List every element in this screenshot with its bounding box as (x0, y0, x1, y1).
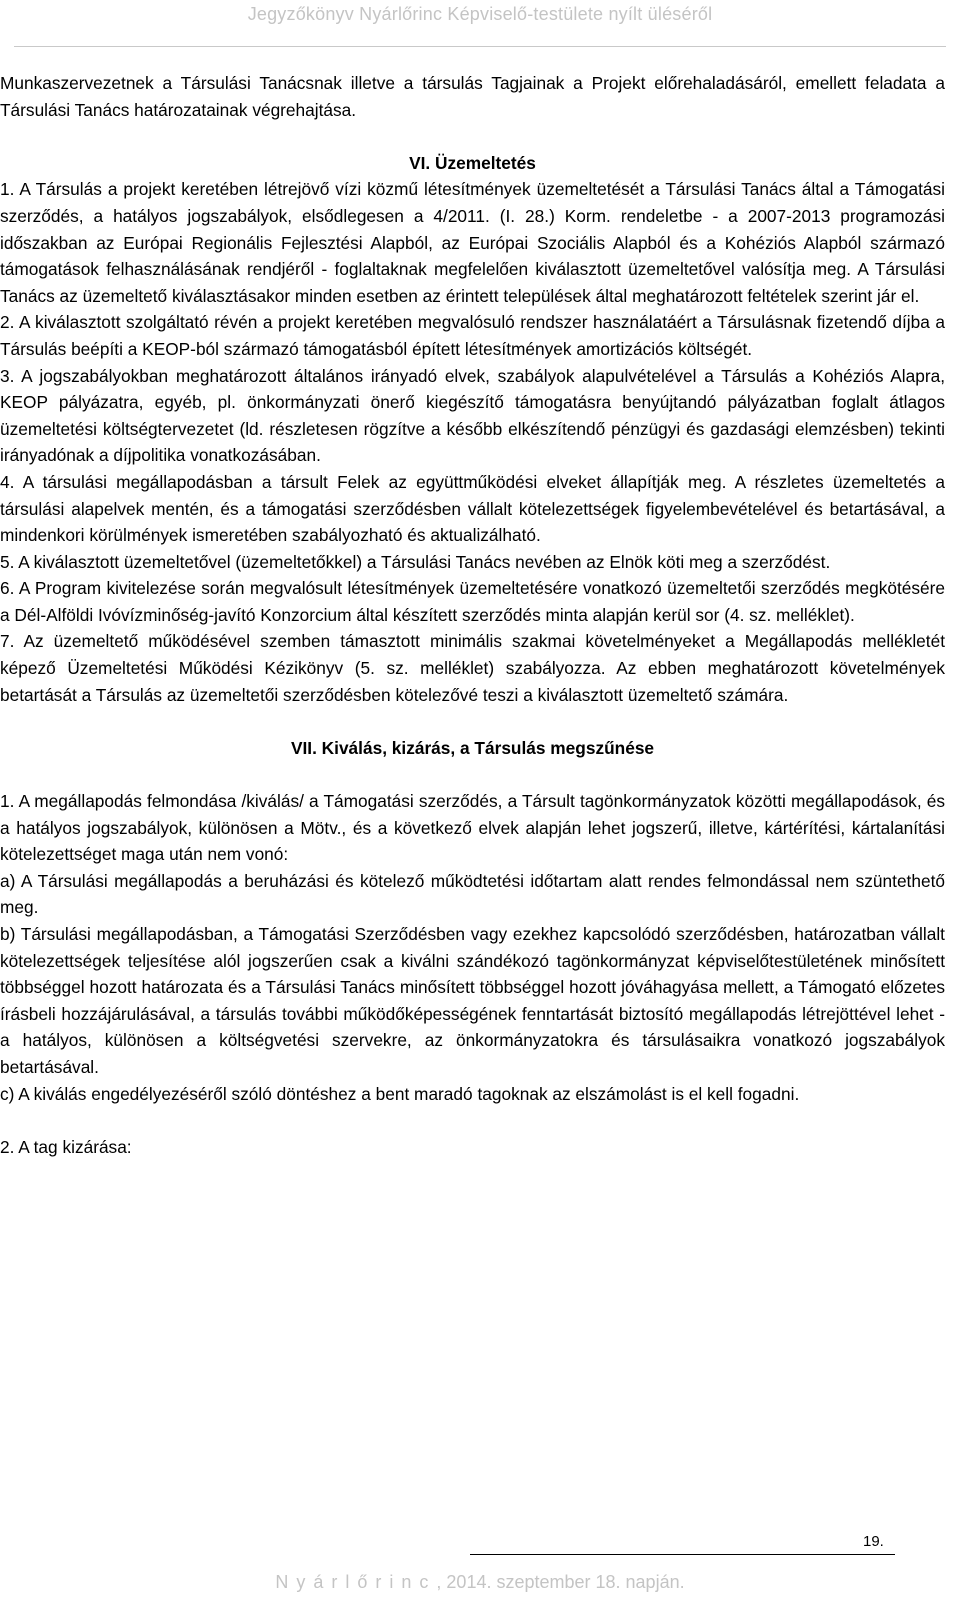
paragraph-7-1-a: a) A Társulási megállapodás a beruházási és kötelező működtetési időtartam alatt rendes felmondással nem szüntethető meg. (0, 870, 945, 918)
paragraph-6-4: 4. A társulási megállapodásban a társult Felek az együttműködési elveket állapítják meg. A részletes üzemeltetés a társulási alapelvek mentén, és a támogatási szerződésben vállalt kötelezettségek figyelembevételével és betartásával, a mindenkori körülmények ismeretében szabályozható és aktualizálható. (0, 471, 945, 546)
paragraph-7-1: 1. A megállapodás felmondása /kiválás/ a Támogatási szerződés, a Társult tagönkormányzatok közötti megállapodások, és a hatályos jogszabályok, különösen a Mötv., és a következő elvek alapján lehet jogszerű, illetve, kártérítési, kártalanítási kötelezettséget maga után nem vonó: (0, 791, 945, 865)
footer-place: Nyárlőrinc (275, 1572, 437, 1592)
footer-date: , 2014. szeptember 18. napján. (436, 1572, 685, 1592)
paragraph-7-1-c: c) A kiválás engedélyezéséről szóló döntéshez a bent maradó tagoknak az elszámolást is el kell fogadni. (0, 1083, 800, 1104)
page-number: 19. (863, 1533, 884, 1550)
document-header: Jegyzőkönyv Nyárlőrinc Képviselő-testülete nyílt üléséről (247, 4, 713, 24)
intro-paragraph: Munkaszervezetnek a Társulási Tanácsnak illetve a társulás Tagjainak a Projekt előrehaladásáról, emellett feladata a Társulási Tanács határozatainak végrehajtása. (0, 73, 945, 120)
document-footer (0, 1572, 960, 1593)
header-divider (14, 46, 946, 47)
paragraph-6-1: 1. A Társulás a projekt keretében létrejövő vízi közmű létesítmények üzemeltetését a Társulási Tanács által a Támogatási szerződés, a hatályos jogszabályok, elsődlegesen a 4/2011. (I. 28.) Korm. rendeletbe - a 2007-2013 programozási időszakban az Európai Regionális Fejlesztési Alapból, az Európai Szociális Alapból és a Kohéziós Alapból származó támogatások felhasználásának rendjéről - foglaltaknak megfelelően kiválasztott üzemeltetővel valósítja meg. A Társulási Tanács az üzemeltető kiválasztásakor minden esetben az érintett települések által meghatározott feltételek szerint jár el. (0, 179, 945, 306)
paragraph-6-2: 2. A kiválasztott szolgáltató révén a projekt keretében megvalósuló rendszer használatáért a Társulásnak fizetendő díjba a Társulás beépíti a KEOP-ból származó támogatásból épített létesítmények amortizációs költségét. (0, 312, 945, 359)
document-body (0, 70, 945, 1160)
paragraph-6-5: 5. A kiválasztott üzemeltetővel (üzemeltetőkkel) a Társulási Tanács nevében az Elnök köti meg a szerződést. (0, 551, 831, 572)
section-heading-withdrawal: VII. Kiválás, kizárás, a Társulás megszűnése (290, 737, 655, 758)
paragraph-7-1-b: b) Társulási megállapodásban, a Támogatási Szerződésben vagy ezekhez kapcsolódó szerződésben, határozatban vállalt kötelezettségek teljesítése alól jogszerűen csak a kiválni szándékozó tagönkormányzat képviselőtestületének minősített többséggel hozott határozata és a Társulási Tanács minősített többséggel hozott jóváhagyása mellett, a Támogató előzetes írásbeli hozzájárulásával, a társulás további működőképességének fenntartását biztosító megállapodás létrejöttével lehet - a hatályos, különösen a költségvetési szervekre, az önkormányzatokra és társulásaikra vonatkozó jogszabályok betartásával. (0, 924, 945, 1077)
page-number-divider (470, 1554, 895, 1555)
paragraph-6-7: 7. Az üzemeltető működésével szemben támasztott minimális szakmai követelményeket a Megállapodás mellékletét képező Üzemeltetési Működési Kézikönyv (5. sz. melléklet) szabályozza. Az ebben meghatározott követelmények betartását a Társulás az üzemeltetői szerződésben kötelezővé teszi a kiválasztott üzemeltető számára. (0, 631, 945, 705)
paragraph-6-6: 6. A Program kivitelezése során megvalósult létesítmények üzemeltetésére vonatkozó üzemeltetői szerződés megkötésére a Dél-Alföldi Ivóvízminőség-javító Konzorcium által készített szerződés minta alapján kerül sor (4. sz. melléklet). (0, 578, 945, 625)
section-heading-operation: VI. Üzemeltetés (409, 152, 536, 173)
paragraph-7-2: 2. A tag kizárása: (0, 1136, 132, 1157)
paragraph-6-3: 3. A jogszabályokban meghatározott általános irányadó elvek, szabályok alapulvételével a Társulás a Kohéziós Alapra, KEOP pályázatra, egyéb, pl. önkormányzati önerő kiegészítő támogatásra benyújtandó pályázatban foglalt átlagos üzemeltetési költségtervezetet (ld. részletesen rögzítve a később elkészítendő pénzügyi és gazdasági elemzésben) tekinti irányadónak a díjpolitika vonatkozásában. (0, 365, 945, 466)
